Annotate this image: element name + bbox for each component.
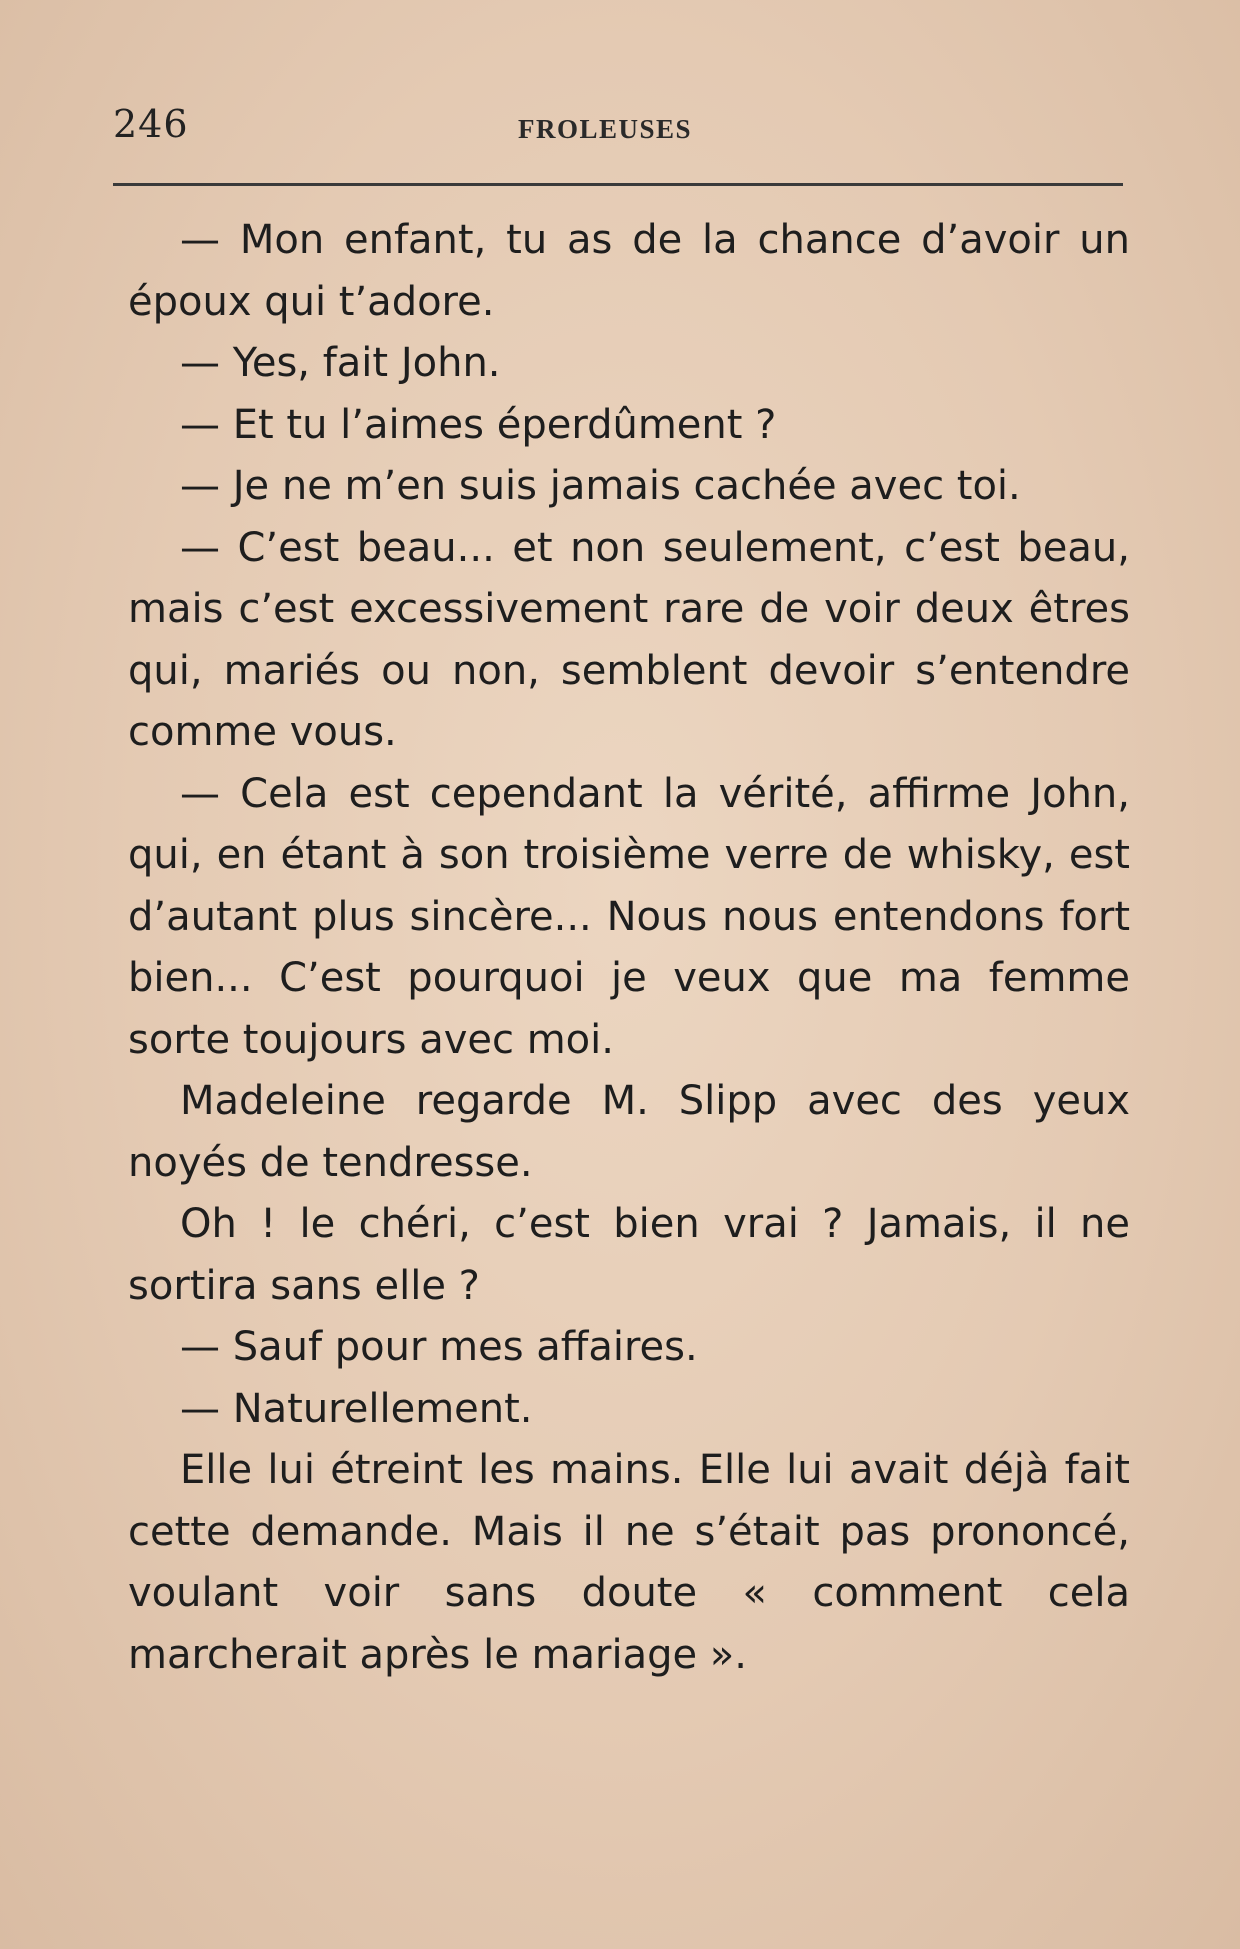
paragraph: Madeleine regarde M. Slipp avec des yeux noyés de tendresse. <box>128 1078 1130 1186</box>
body-text <box>128 210 1130 1686</box>
paragraph: — Et tu l’aimes éperdûment ? <box>180 401 777 448</box>
paragraph: — Cela est cependant la vérité, affirme John, qui, en étant à son troisième verre de whisky, est d’autant plus sincère... Nous nous entendons fort bien... C’est pourquoi je veux que ma femme sorte toujours avec moi. <box>128 770 1130 1063</box>
paragraph: — Yes, fait John. <box>180 340 501 386</box>
running-title: FROLEUSES <box>518 114 693 144</box>
page-header <box>113 102 1123 152</box>
paragraph: Elle lui étreint les mains. Elle lui avait déjà fait cette demande. Mais il ne s’était pas prononcé, voulant voir sans doute « comment cela marcherait après le mariage ». <box>128 1447 1130 1678</box>
paragraph: — Mon enfant, tu as de la chance d’avoir un époux qui t’adore. <box>128 217 1130 325</box>
page-number: 246 <box>113 102 189 146</box>
paragraph: — C’est beau... et non seulement, c’est beau, mais c’est excessivement rare de voir deux êtres qui, mariés ou non, semblent devoir s’entendre comme vous. <box>128 524 1130 755</box>
paragraph: — Sauf pour mes affaires. <box>180 1324 698 1370</box>
paragraph: Oh ! le chéri, c’est bien vrai ? Jamais, il ne sortira sans elle ? <box>128 1201 1130 1309</box>
header-rule <box>113 183 1123 186</box>
paragraph: — Je ne m’en suis jamais cachée avec toi. <box>180 463 1021 509</box>
paragraph: — Naturellement. <box>180 1385 533 1432</box>
